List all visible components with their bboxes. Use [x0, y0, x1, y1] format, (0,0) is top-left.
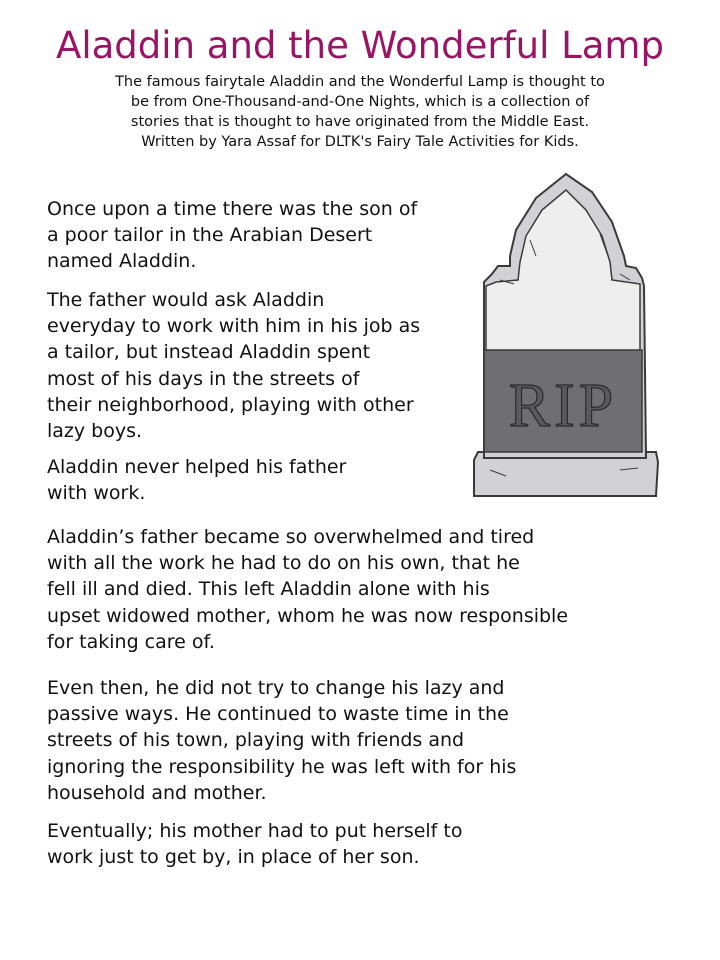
text-line: most of his days in the streets of	[47, 367, 360, 390]
text-line: ignoring the responsibility he was left with for his	[47, 755, 517, 778]
story-paragraph-1	[47, 196, 417, 275]
story-paragraph-5	[47, 675, 516, 806]
text-line: household and mother.	[47, 781, 267, 804]
rip-inscription: RIP	[508, 372, 618, 440]
text-line: Once upon a time there was the son of	[47, 198, 418, 220]
text-line: for taking care of.	[47, 630, 215, 653]
subtitle-line: Written by Yara Assaf for DLTK's Fairy Tale Activities for Kids.	[141, 134, 579, 150]
text-line: work just to get by, in place of her son.	[47, 846, 420, 869]
text-line: named Aladdin.	[47, 250, 197, 273]
text-line: their neighborhood, playing with other	[47, 393, 414, 416]
story-paragraph-2	[47, 287, 420, 444]
text-line: with work.	[47, 482, 146, 505]
story-paragraph-6	[47, 818, 463, 870]
story-paragraph-3	[47, 454, 346, 506]
text-line: The father would ask Aladdin	[47, 289, 325, 311]
subtitle	[60, 72, 660, 152]
story-paragraph-4	[47, 524, 568, 655]
text-line: everyday to work with him in his job as	[47, 315, 421, 338]
text-line: a tailor, but instead Aladdin spent	[47, 341, 371, 364]
text-line: with all the work he had to do on his own, that he	[47, 552, 520, 575]
text-line: Eventually; his mother had to put herself to	[47, 820, 463, 842]
page-title: Aladdin and the Wonderful Lamp	[56, 24, 664, 67]
text-line: Aladdin’s father became so overwhelmed and tired	[47, 526, 535, 548]
text-line: a poor tailor in the Arabian Desert	[47, 224, 373, 247]
text-line: streets of his town, playing with friends and	[47, 729, 465, 752]
subtitle-line: be from One-Thousand-and-One Nights, which is a collection of	[130, 94, 590, 110]
text-line: upset widowed mother, whom he was now responsible	[47, 604, 569, 627]
subtitle-line: stories that is thought to have originated from the Middle East.	[130, 114, 590, 130]
text-line: fell ill and died. This left Aladdin alone with his	[47, 578, 490, 601]
text-line: passive ways. He continued to waste time in the	[47, 703, 509, 726]
text-line: Even then, he did not try to change his lazy and	[47, 677, 505, 699]
tombstone-illustration	[470, 170, 660, 500]
subtitle-line: The famous fairytale Aladdin and the Wonderful Lamp is thought to	[115, 74, 605, 90]
text-line: lazy boys.	[47, 420, 143, 443]
text-line: Aladdin never helped his father	[47, 456, 347, 478]
